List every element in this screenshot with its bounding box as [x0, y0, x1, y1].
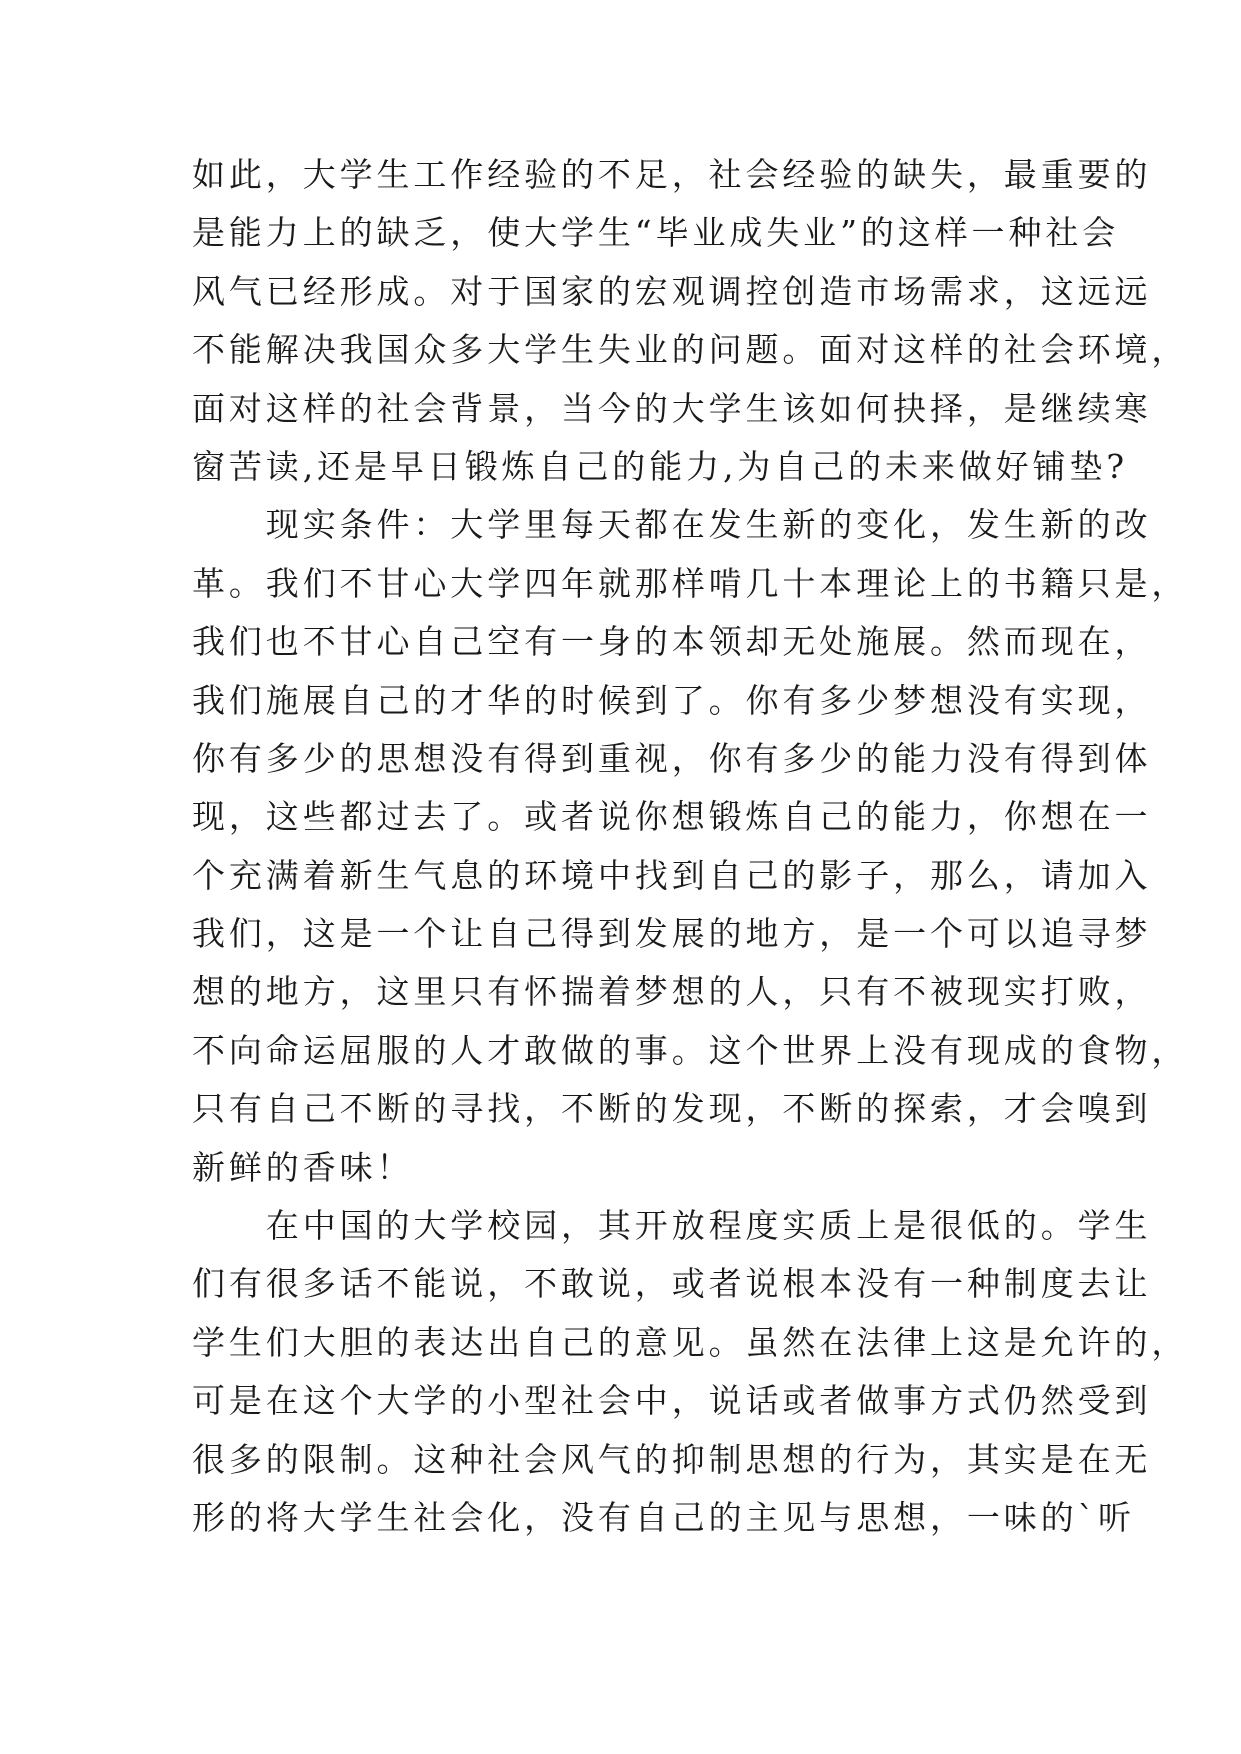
- text-line: 学生们大胆的表达出自己的意见。虽然在法律上这是允许的，: [192, 1322, 1189, 1362]
- text-line: 新鲜的香味！: [192, 1147, 414, 1187]
- text-line: 们有很多话不能说，不敢说，或者说根本没有一种制度去让: [192, 1264, 1152, 1304]
- text-line: 在中国的大学校园，其开放程度实质上是很低的。学生: [192, 1206, 1152, 1246]
- document-body: [192, 146, 1189, 1547]
- text-line: 现实条件：大学里每天都在发生新的变化，发生新的改: [192, 505, 1152, 545]
- text-line: 想的地方，这里只有怀揣着梦想的人，只有不被现实打败，: [192, 972, 1152, 1012]
- text-line: 可是在这个大学的小型社会中，说话或者做事方式仍然受到: [192, 1381, 1152, 1421]
- text-line: 不向命运屈服的人才敢做的事。这个世界上没有现成的食物，: [192, 1030, 1189, 1070]
- text-line: 很多的限制。这种社会风气的抑制思想的行为，其实是在无: [192, 1439, 1152, 1479]
- text-line: 形的将大学生社会化，没有自己的主见与思想，一味的`听: [192, 1497, 1135, 1537]
- text-line: 如此，大学生工作经验的不足，社会经验的缺失，最重要的: [192, 155, 1152, 194]
- text-line: 革。我们不甘心大学四年就那样啃几十本理论上的书籍只是，: [192, 563, 1189, 603]
- text-line: 我们施展自己的才华的时候到了。你有多少梦想没有实现，: [192, 680, 1152, 720]
- text-line: 面对这样的社会背景，当今的大学生该如何抉择，是继续寒: [192, 388, 1152, 428]
- text-line: 你有多少的思想没有得到重视，你有多少的能力没有得到体: [192, 738, 1152, 778]
- text-line: 窗苦读,还是早日锻炼自己的能力,为自己的未来做好铺垫?: [192, 446, 1128, 486]
- text-line: 只有自己不断的寻找，不断的发现，不断的探索，才会嗅到: [192, 1089, 1152, 1129]
- text-line: 我们，这是一个让自己得到发展的地方，是一个可以追寻梦: [192, 914, 1152, 954]
- text-line: 现，这些都过去了。或者说你想锻炼自己的能力，你想在一: [192, 797, 1152, 837]
- text-line: 不能解决我国众多大学生失业的问题。面对这样的社会环境，: [192, 330, 1189, 370]
- text-line: 风气已经形成。对于国家的宏观调控创造市场需求，这远远: [192, 271, 1152, 311]
- text-line: 个充满着新生气息的环境中找到自己的影子，那么，请加入: [192, 855, 1152, 895]
- text-line: 我们也不甘心自己空有一身的本领却无处施展。然而现在，: [192, 622, 1152, 662]
- text-line: 是能力上的缺乏，使大学生“毕业成失业”的这样一种社会: [192, 213, 1120, 253]
